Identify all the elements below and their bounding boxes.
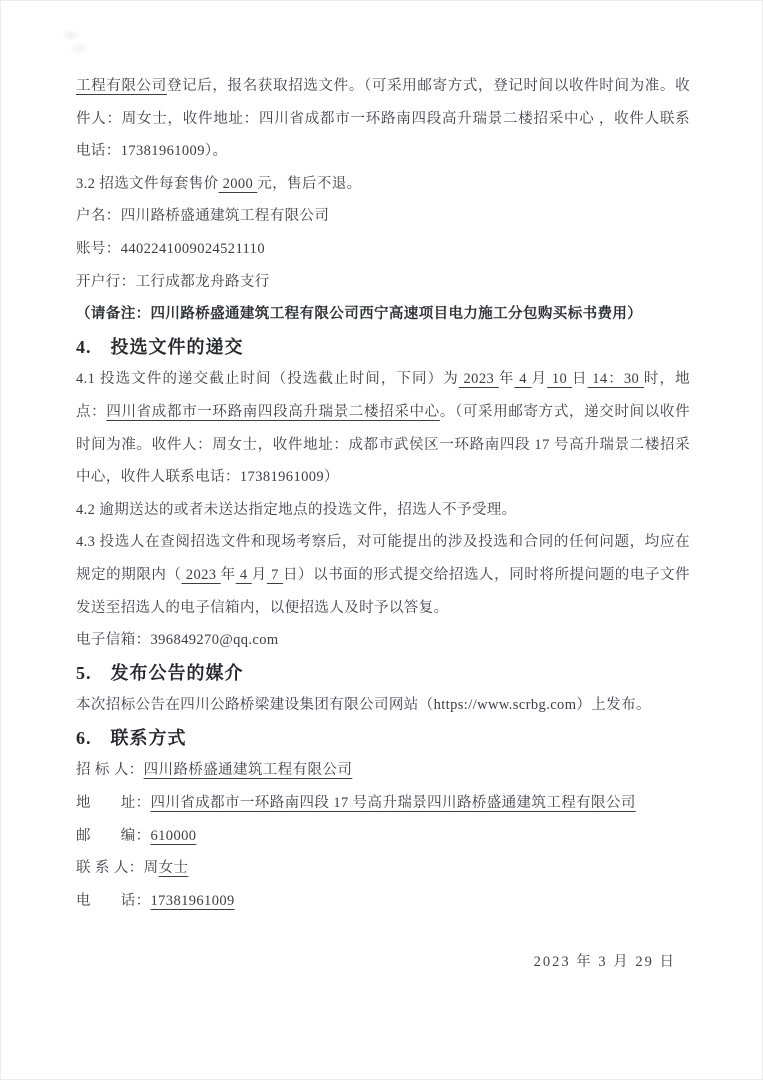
- date-line: [76, 946, 690, 979]
- text-run: 6. 联系方式: [76, 727, 187, 748]
- text-run: 户名：四川路桥盛通建筑工程有限公司: [76, 208, 330, 225]
- underlined-text-run: 2023: [181, 566, 221, 583]
- underlined-text-run: 2023: [458, 371, 499, 388]
- text-run: 4. 投选文件的递交: [76, 336, 244, 357]
- text-run: 。（可采用邮寄方式，递交时间以收件时间为准。收件人：周女士，收件地址：成都市武侯区一环路南四段 17 号高升瑞景二楼招采中心，收件人联系电话：17381961009）: [76, 403, 690, 486]
- text-run: 2023 年 3 月 29 日: [533, 954, 676, 971]
- underlined-text-run: 17381961009: [150, 892, 235, 909]
- para-phone: [76, 885, 690, 918]
- underlined-text-run: 女士: [158, 860, 189, 877]
- para-4-1-deadline: [76, 363, 690, 493]
- text-run: 账号：4402241009024521110: [76, 240, 265, 257]
- para-account-number: [76, 233, 690, 266]
- document-body: [1, 1, 762, 979]
- text-run: 月: [531, 371, 548, 388]
- text-run: 电子信箱：396849270@qq.com: [76, 632, 279, 649]
- para-registration: [76, 70, 690, 168]
- text-run: 年: [498, 371, 515, 388]
- underlined-text-run: 四川路桥盛通建筑工程有限公司: [143, 762, 353, 779]
- text-run: 日）以书面的形式提交给招选人，同时将所提问题的电子文件发送至招选人的电子信箱内，以便招选人及时予以答复。: [76, 566, 691, 616]
- text-run: 4.1 投选文件的递交截止时间（投选截止时间，下同）为: [76, 371, 459, 388]
- para-address: [76, 787, 690, 820]
- text-run: 开户行：工行成都龙舟路支行: [76, 273, 270, 290]
- text-run: 本次招标公告在四川公路桥梁建设集团有限公司网站（https://www.scrbg.com）上发布。: [76, 697, 651, 714]
- text-run: （请备注：四川路桥盛通建筑工程有限公司西宁高速项目电力施工分包购买标书费用）: [76, 306, 643, 323]
- text-run: 时，地点：: [76, 371, 690, 420]
- text-run: 元，售后不退。: [257, 175, 362, 192]
- para-announcement-media: [76, 689, 690, 722]
- heading-6-contact: [76, 722, 690, 755]
- text-run: 3.2 招选文件每套售价: [76, 175, 219, 192]
- underlined-text-run: 工程有限公司: [76, 78, 167, 94]
- text-run: 地 址：: [76, 795, 151, 812]
- para-remark: [76, 298, 690, 331]
- text-run: 邮 编：: [76, 827, 151, 844]
- text-run: 5. 发布公告的媒介: [76, 662, 244, 683]
- underlined-text-run: 10: [547, 371, 572, 388]
- para-contact-person: [76, 852, 690, 885]
- underlined-text-run: 四川省成都市一环路南四段高升瑞景二楼招采中心: [106, 403, 440, 420]
- underlined-text-run: 4: [514, 371, 532, 388]
- underlined-text-run: 2000: [218, 175, 258, 192]
- para-bank: [76, 266, 690, 299]
- text-run: 联 系 人：周: [76, 860, 159, 877]
- para-tenderee: [76, 754, 690, 787]
- underlined-text-run: 7: [266, 566, 283, 583]
- para-4-3-questions: [76, 526, 690, 624]
- text-run: 4.3 投选人在查阅招选文件和现场考察后，对可能提出的涉及投选和合同的任何问题，均应在规定的期限内（: [76, 534, 690, 583]
- heading-5-media: [76, 657, 690, 690]
- text-run: 年: [220, 566, 236, 583]
- text-run: 月: [251, 566, 267, 583]
- text-run: 4.2 逾期送达的或者未送达指定地点的投选文件，招选人不予受理。: [76, 501, 517, 518]
- para-4-2-late-delivery: [76, 494, 690, 527]
- underlined-text-run: 4: [235, 566, 252, 583]
- text-run: 登记后，报名获取招选文件。（可采用邮寄方式，登记时间以收件时间为准。收件人：周女士，收件地址：四川省成都市一环路南四段高升瑞景二楼招采中心 ，收件人联系电话：17381961009）。: [76, 78, 690, 160]
- underlined-text-run: 610000: [150, 827, 197, 844]
- underlined-text-run: 14：30: [587, 371, 644, 388]
- para-account-name: [76, 200, 690, 233]
- para-postcode: [76, 820, 690, 853]
- text-run: 电 话：: [76, 892, 151, 909]
- heading-4-submission: [76, 331, 690, 364]
- underlined-text-run: 四川省成都市一环路南四段 17 号高升瑞景四川路桥盛通建筑工程有限公司: [150, 795, 636, 812]
- text-run: 招 标 人：: [76, 762, 144, 779]
- text-run: 日: [571, 371, 588, 388]
- para-3-2-document-price: [76, 168, 690, 201]
- para-email: [76, 624, 690, 657]
